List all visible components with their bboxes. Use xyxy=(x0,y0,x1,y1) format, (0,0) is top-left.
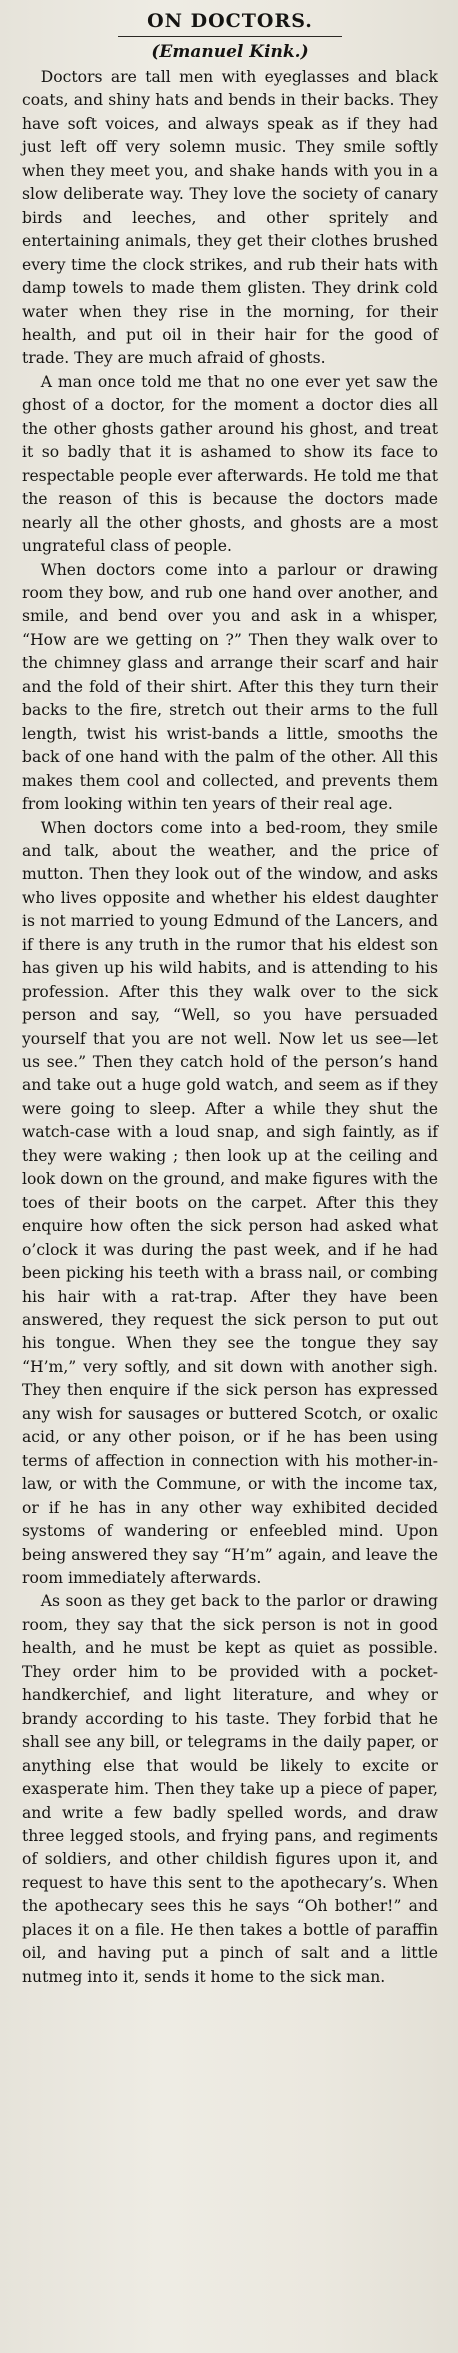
paragraph-4: When doctors come into a bed-room, they smile and talk, about the weather, and the price of mutton. Then they look out of the window, and asks who lives opposite and whether his eldest daughter is not married to young Edmund of the Lancers, and if there is any truth in the rumor that his eldest son has given up his wild habits, and is attending to his profession. After this they walk over to the sick person and say, “Well, so you have persuaded yourself that you are not well. Now let us see—let us see.” Then they catch hold of the person’s hand and take out a huge gold watch, and seem as if they were going to sleep. After a while they shut the watch-case with a loud snap, and sigh faintly, as if they were waking ; then look up at the ceiling and look down on the ground, and make figures with the toes of their boots on the carpet. After this they enquire how often the sick person had asked what o’clock it was during the past week, and if he had been picking his teeth with a brass nail, or combing his hair with a rat-trap. After they have been answered, they request the sick person to put out his tongue. When they see the tongue they say “H’m,” very softly, and sit down with another sigh. They then enquire if the sick person has expressed any wish for sausages or buttered Scotch, or oxalic acid, or any other poison, or if he has been using terms of affection in connection with his mother-in-law, or with the Commune, or with the income tax, or if he has in any other way exhibited decided systoms of wandering or enfeebled mind. Upon being answered they say “H’m” again, and leave the room immediately afterwards. xyxy=(22,818,438,1587)
title-rule xyxy=(118,36,342,37)
paragraph-5: As soon as they get back to the parlor or drawing room, they say that the sick person is not in good health, and he must be kept as quiet as possible. They order him to be provided with a pocket-handkerchief, and light literature, and whey or brandy according to his taste. They forbid that he shall see any bill, or telegrams in the daily paper, or anything else that would be likely to excite or exasperate him. Then they take up a piece of paper, and write a few badly spelled words, and draw three legged stools, and frying pans, and regiments of soldiers, and other childish figures upon it, and request to have this sent to the apothecary’s. When the apothecary sees this he says “Oh bother!” and places it on a file. He then takes a bottle of paraffin oil, and having put a pinch of salt and a little nutmeg into it, sends it home to the sick man. xyxy=(22,1592,438,1986)
paragraph-1: Doctors are tall men with eyeglasses and black coats, and shiny hats and bends in their backs. They have soft voices, and always speak as if they had just left off very solemn music. They smile softly when they meet you, and shake hands with you in a slow deliberate way. They love the society of canary birds and leeches, and other spritely and entertaining animals, they get their clothes brushed every time the clock strikes, and rub their hats with damp towels to made them glisten. They drink cold water when they rise in the morning, for their health, and put oil in their hair for the good of trade. They are much afraid of ghosts. xyxy=(22,68,438,368)
article-author: (Emanuel Kink.) xyxy=(151,42,309,62)
article-title: ON DOCTORS. xyxy=(147,10,313,32)
paragraph-3: When doctors come into a parlour or drawing room they bow, and rub one hand over another, and smile, and bend over you and ask in a whisper, “How are we getting on ?” Then they walk over to the chimney glass and arrange their scarf and hair and the fold of their shirt. After this they turn their backs to the fire, stretch out their arms to the full length, twist his wrist-bands a little, smooths the back of one hand with the palm of the other. All this makes them cool and collected, and prevents them from looking within ten years of their real age. xyxy=(22,560,438,814)
paragraph-2: A man once told me that no one ever yet saw the ghost of a doctor, for the moment a doctor dies all the other ghosts gather around his ghost, and treat it so badly that it is ashamed to show its face to respectable people ever afterwards. He told me that the reason of this is because the doctors made nearly all the other ghosts, and ghosts are a most ungrateful class of people. xyxy=(22,372,438,556)
